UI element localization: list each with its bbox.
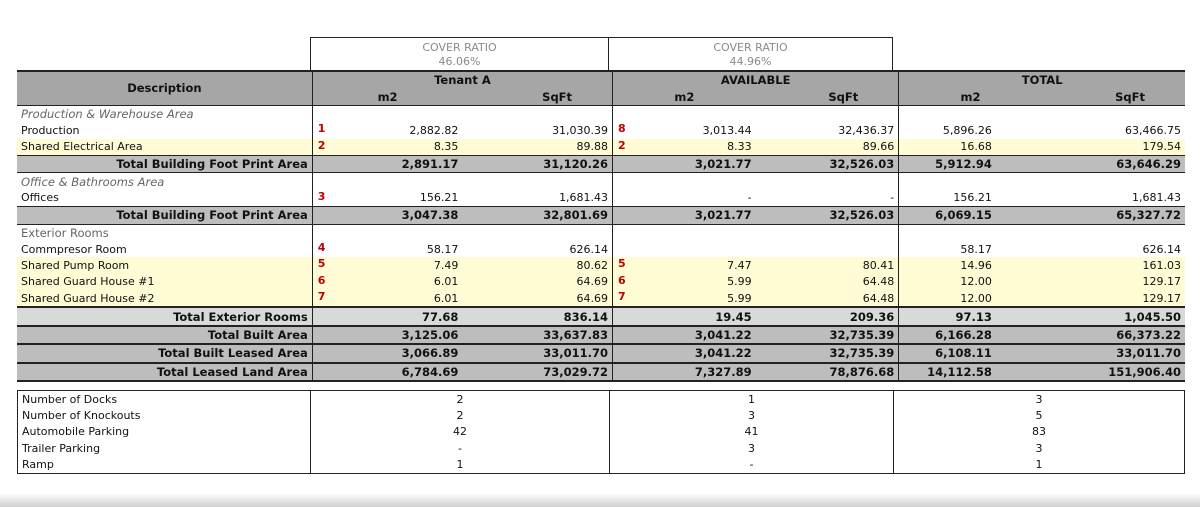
total-m2: 12.00 (899, 290, 1042, 307)
available-m2 (613, 122, 756, 138)
total-sqft: 626.14 (1142, 242, 1181, 256)
tenant-a-m2 (312, 241, 462, 257)
empty-cell (613, 173, 756, 190)
tenant-a-sqft: 64.69 (462, 274, 612, 290)
tenant-a-count: 2 (311, 391, 610, 408)
total-sqft: 63,646.29 (1042, 155, 1185, 172)
empty-cell (1042, 105, 1185, 122)
total-m2: 14.96 (899, 257, 1042, 273)
available-sqft: 64.48 (756, 290, 899, 307)
value: 3,047.38 (401, 208, 459, 223)
available-m2 (613, 363, 756, 381)
item-label: Offices (17, 190, 312, 207)
available-m2 (613, 139, 756, 156)
available-m2 (613, 207, 756, 224)
value: 7.49 (433, 258, 459, 272)
total-m2: 16.68 (899, 139, 1042, 156)
total-row (17, 207, 1185, 224)
total-label: Total Built Leased Area (17, 344, 312, 362)
total-m2: 5,896.26 (899, 122, 1042, 138)
empty-cell (1042, 224, 1185, 241)
unit-header: m2 (312, 88, 462, 105)
unit-tag: 5 (618, 257, 626, 271)
cover-ratio-label: COVER RATIO (713, 41, 788, 54)
count-row (18, 457, 1185, 474)
count-row (18, 407, 1185, 423)
item-row (17, 274, 1185, 290)
value: 3,041.22 (694, 346, 752, 361)
tenant-a-sqft: 64.69 (462, 290, 612, 307)
count-label: Number of Knockouts (18, 407, 311, 423)
empty-cell (756, 224, 899, 241)
tenant-a-m2 (312, 363, 462, 381)
total-m2: 14,112.58 (899, 363, 1042, 381)
value: 3,013.44 (702, 123, 752, 137)
available-count: 3 (610, 440, 894, 456)
tenant-a-sqft: 626.14 (462, 241, 612, 257)
total-label: Total Building Foot Print Area (17, 207, 312, 224)
tenant-a-m2 (312, 207, 462, 224)
empty-cell (899, 173, 1042, 190)
count-label: Ramp (18, 457, 311, 474)
unit-tag: 7 (317, 290, 326, 304)
empty-cell (756, 105, 899, 122)
unit-tag: 4 (317, 240, 326, 254)
total-row (17, 344, 1185, 362)
tenant-a-count: - (311, 440, 610, 456)
item-label: Commpresor Room (17, 241, 312, 257)
unit-tag: 1 (317, 122, 326, 136)
available-count: - (610, 457, 894, 474)
available-m2 (613, 307, 756, 325)
tenant-a-sqft: 836.14 (462, 307, 612, 325)
value: 8.33 (727, 140, 752, 154)
group-header-total: TOTAL (899, 71, 1185, 88)
total-m2: 6,069.15 (899, 207, 1042, 224)
value: 2,891.17 (401, 157, 459, 172)
total-label: Total Building Foot Print Area (17, 155, 312, 172)
tenant-a-sqft: 33,637.83 (462, 326, 612, 344)
total-count: 3 (894, 440, 1185, 456)
item-row (17, 190, 1185, 207)
total-count: 1 (894, 457, 1185, 474)
value: 7,327.89 (694, 364, 752, 379)
value: 5.99 (727, 275, 752, 289)
total-row (17, 155, 1185, 172)
tenant-a-sqft: 33,011.70 (462, 344, 612, 362)
total-row (17, 307, 1185, 325)
tenant-a-m2 (312, 190, 462, 207)
count-row (18, 424, 1185, 440)
unit-tag: 2 (618, 138, 626, 152)
available-sqft: 80.41 (756, 257, 899, 273)
total-label: Total Built Area (17, 326, 312, 344)
description-header: Description (17, 71, 312, 105)
available-sqft: 64.48 (756, 274, 899, 290)
cover-ratio-value: 44.96% (729, 55, 772, 68)
unit-header: SqFt (462, 88, 612, 105)
total-sqft: 129.17 (1042, 274, 1185, 290)
item-label: Shared Guard House #1 (17, 274, 312, 290)
available-sqft: 78,876.68 (756, 363, 899, 381)
empty-cell (756, 173, 899, 190)
available-sqft: 32,735.39 (756, 344, 899, 362)
item-label: Shared Guard House #2 (17, 290, 312, 307)
available-sqft: 32,526.03 (756, 155, 899, 172)
total-count: 83 (894, 424, 1185, 440)
cover-ratio-value: 46.06% (438, 55, 481, 68)
tenant-a-count: 2 (311, 407, 610, 423)
total-sqft: 151,906.40 (1042, 363, 1185, 381)
tenant-a-m2 (312, 155, 462, 172)
total-label: Total Leased Land Area (17, 363, 312, 381)
total-sqft: 1,045.50 (1042, 307, 1185, 325)
tenant-a-m2 (312, 257, 462, 273)
empty-cell (613, 224, 756, 241)
tenant-a-m2 (312, 122, 462, 138)
unit-tag: 2 (317, 138, 326, 152)
available-m2 (613, 257, 756, 273)
count-label: Number of Docks (18, 391, 311, 408)
item-label: Production (17, 122, 312, 138)
available-m2 (613, 344, 756, 362)
tenant-a-sqft: 32,801.69 (462, 207, 612, 224)
count-label: Automobile Parking (18, 424, 311, 440)
available-m2 (613, 190, 756, 207)
empty-cell (312, 105, 462, 122)
empty-cell (312, 173, 462, 190)
available-m2 (613, 290, 756, 307)
item-row (17, 290, 1185, 307)
group-header-tenant-a: Tenant A (312, 71, 612, 88)
section-row (17, 224, 1185, 241)
group-header-available: AVAILABLE (613, 71, 899, 88)
total-m2: 12.00 (899, 274, 1042, 290)
empty-cell (462, 224, 612, 241)
available-count: 1 (610, 391, 894, 408)
count-row (18, 440, 1185, 456)
unit-header: m2 (899, 88, 1042, 105)
total-row (17, 326, 1185, 344)
value: 6.01 (433, 275, 459, 289)
unit-tag: 3 (317, 189, 326, 203)
tenant-a-sqft: 89.88 (462, 139, 612, 156)
total-m2: 97.13 (899, 307, 1042, 325)
value: 3,041.22 (694, 328, 752, 343)
cover-ratio-label: COVER RATIO (422, 41, 497, 54)
empty-cell (462, 173, 612, 190)
available-m2 (613, 241, 756, 257)
unit-tag: 6 (618, 273, 626, 287)
value: 3,021.77 (694, 208, 752, 223)
total-sqft: 129.17 (1042, 290, 1185, 307)
cover-ratio-available (608, 37, 893, 70)
unit-header: m2 (613, 88, 756, 105)
tenant-a-sqft: 1,681.43 (462, 190, 612, 207)
available-sqft (756, 241, 899, 257)
value: - (747, 191, 752, 205)
value: 5.99 (727, 291, 752, 305)
value: 156.21 (419, 191, 459, 205)
available-sqft: 209.36 (756, 307, 899, 325)
value: 6.01 (433, 291, 459, 305)
tenant-a-sqft: 31,120.26 (462, 155, 612, 172)
unit-header: SqFt (756, 88, 899, 105)
tenant-a-sqft: 73,029.72 (462, 363, 612, 381)
tenant-a-m2 (312, 344, 462, 362)
total-m2: 156.21 (899, 190, 1042, 207)
value: 77.68 (422, 309, 459, 324)
page-bottom-shade (0, 493, 1200, 507)
available-count: 41 (610, 424, 894, 440)
empty-cell (462, 105, 612, 122)
item-row (17, 122, 1185, 138)
count-row (18, 391, 1185, 408)
available-sqft: 89.66 (756, 139, 899, 156)
unit-header: SqFt (1042, 88, 1185, 105)
cover-ratio-tenant-a (310, 37, 609, 70)
unit-tag: 6 (317, 273, 326, 287)
item-row (17, 257, 1185, 273)
value: 58.17 (426, 242, 459, 256)
empty-cell (899, 224, 1042, 241)
value: 19.45 (715, 309, 752, 324)
total-row (17, 363, 1185, 381)
tenant-a-sqft: 80.62 (462, 257, 612, 273)
tenant-a-count: 1 (311, 457, 610, 474)
section-label: Exterior Rooms (17, 224, 312, 241)
tenant-a-m2 (312, 307, 462, 325)
total-sqft: 65,327.72 (1042, 207, 1185, 224)
value: 2,882.82 (409, 123, 459, 137)
section-row (17, 105, 1185, 122)
empty-cell (899, 105, 1042, 122)
empty-cell (312, 224, 462, 241)
total-count: 5 (894, 407, 1185, 423)
section-label: Office & Bathrooms Area (17, 173, 312, 190)
total-sqft: 63,466.75 (1125, 123, 1181, 137)
total-m2: 5,912.94 (899, 155, 1042, 172)
value: 7.47 (727, 258, 752, 272)
tenant-a-m2 (312, 274, 462, 290)
section-label: Production & Warehouse Area (17, 105, 312, 122)
empty-cell (1042, 173, 1185, 190)
tenant-a-sqft: 31,030.39 (462, 122, 612, 138)
value: 3,125.06 (401, 328, 459, 343)
total-sqft: 33,011.70 (1042, 344, 1185, 362)
unit-tag: 7 (618, 290, 626, 304)
available-m2 (613, 155, 756, 172)
counts-table (17, 390, 1185, 474)
total-label: Total Exterior Rooms (17, 307, 312, 325)
unit-tag: 5 (317, 257, 326, 271)
tenant-a-count: 42 (311, 424, 610, 440)
item-label: Shared Electrical Area (17, 139, 312, 156)
item-row (17, 139, 1185, 156)
available-sqft: 32,526.03 (756, 207, 899, 224)
unit-tag: 8 (618, 122, 626, 136)
available-m2 (613, 326, 756, 344)
tenant-a-m2 (312, 326, 462, 344)
value: 3,066.89 (401, 346, 459, 361)
available-count: 3 (610, 407, 894, 423)
available-sqft: 32,735.39 (756, 326, 899, 344)
total-sqft: 161.03 (1042, 257, 1185, 273)
header-row-groups (17, 71, 1185, 88)
available-sqft: 32,436.37 (838, 123, 895, 137)
total-sqft: 1,681.43 (1132, 191, 1181, 205)
total-count: 3 (894, 391, 1185, 408)
total-m2: 6,166.28 (899, 326, 1042, 344)
tenant-a-m2 (312, 290, 462, 307)
available-sqft: - (890, 191, 895, 205)
empty-cell (613, 105, 756, 122)
item-label: Shared Pump Room (17, 257, 312, 273)
total-sqft: 179.54 (1042, 139, 1185, 156)
value: 8.35 (433, 140, 459, 154)
value: 3,021.77 (694, 157, 752, 172)
total-m2: 58.17 (899, 241, 1042, 257)
available-m2 (613, 274, 756, 290)
total-sqft: 66,373.22 (1042, 326, 1185, 344)
tenant-a-m2 (312, 139, 462, 156)
value: 6,784.69 (401, 364, 459, 379)
area-table (17, 70, 1185, 382)
count-label: Trailer Parking (18, 440, 311, 456)
item-row (17, 241, 1185, 257)
section-row (17, 173, 1185, 190)
total-m2: 6,108.11 (899, 344, 1042, 362)
